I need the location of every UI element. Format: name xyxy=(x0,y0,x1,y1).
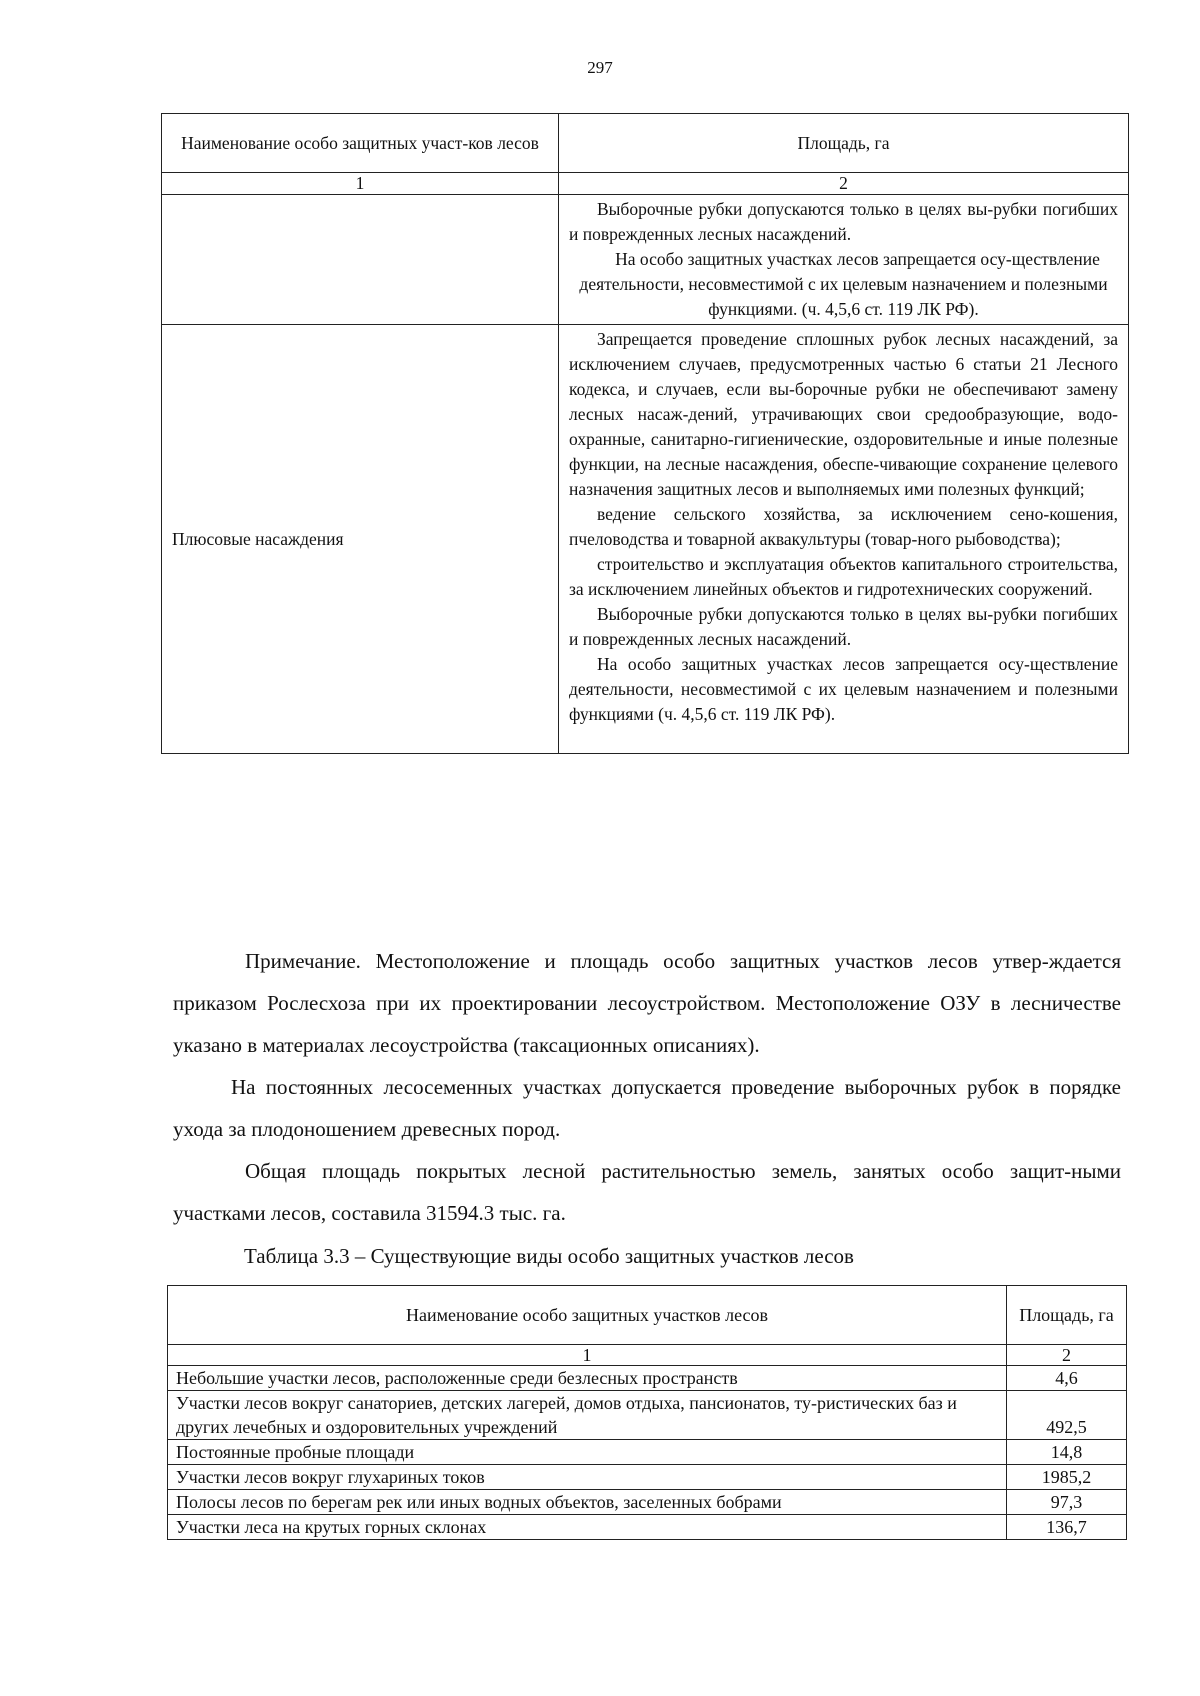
table-header-row xyxy=(162,114,1129,173)
row-area: 136,7 xyxy=(1007,1515,1127,1540)
table-header-row xyxy=(168,1286,1127,1345)
row-paragraph: ведение сельского хозяйства, за исключением сено-кошения, пчеловодства и товарной аквакультуры (товар-ного рыбоводства); xyxy=(569,504,1118,549)
column-number-row xyxy=(168,1345,1127,1366)
row-paragraph: Выборочные рубки допускаются только в целях вы-рубки погибших и поврежденных лесных насаждений. xyxy=(569,604,1118,649)
row-area: 97,3 xyxy=(1007,1490,1127,1515)
table-row xyxy=(168,1490,1127,1515)
row-name: Плюсовые насаждения xyxy=(162,325,559,754)
row-name: Участки лесов вокруг санаториев, детских лагерей, домов отдыха, пансионатов, ту-ристических баз и других лечебных и оздоровительных учреждений xyxy=(168,1391,1007,1440)
column-number: 2 xyxy=(559,173,1129,195)
table-row xyxy=(168,1465,1127,1490)
row-text xyxy=(559,325,1129,754)
table-row xyxy=(168,1440,1127,1465)
row-paragraph: Выборочные рубки допускаются только в целях вы-рубки погибших и поврежденных лесных насаждений. xyxy=(569,199,1118,244)
page-number: 297 xyxy=(587,58,613,77)
row-area: 4,6 xyxy=(1007,1366,1127,1391)
table-row xyxy=(168,1515,1127,1540)
row-paragraph: На особо защитных участках лесов запрещается осу-ществление деятельности, несовместимой с их целевым назначением и полезными функциями. (ч. 4,5,6 ст. 119 ЛК РФ). xyxy=(579,249,1108,319)
row-paragraph: строительство и эксплуатация объектов капитального строительства, за исключением линейных объектов и гидротехнических сооружений. xyxy=(569,554,1118,599)
column-number: 1 xyxy=(168,1345,1007,1366)
body-text xyxy=(173,940,1121,1234)
row-name: Полосы лесов по берегам рек или иных водных объектов, заселенных бобрами xyxy=(168,1490,1007,1515)
row-name: Постоянные пробные площади xyxy=(168,1440,1007,1465)
row-name: Небольшие участки лесов, расположенные среди безлесных пространств xyxy=(168,1366,1007,1391)
total-area-paragraph: Общая площадь покрытых лесной растительностью земель, занятых особо защит-ными участками лесов, составила 31594.3 тыс. га. xyxy=(173,1159,1121,1225)
row-name: Участки лесов вокруг глухариных токов xyxy=(168,1465,1007,1490)
row-name: Участки леса на крутых горных склонах xyxy=(168,1515,1007,1540)
header-name: Наименование особо защитных участ-ков лесов xyxy=(162,114,559,173)
seed-plots-paragraph: На постоянных лесосеменных участках допускается проведение выборочных рубок в порядке ухода за плодоношением древесных пород. xyxy=(173,1075,1121,1141)
table-row xyxy=(168,1391,1127,1440)
table-row xyxy=(162,195,1129,325)
row-area: 492,5 xyxy=(1007,1391,1127,1440)
header-area: Площадь, га xyxy=(1007,1286,1127,1345)
restrictions-table xyxy=(161,113,1129,754)
row-paragraph: На особо защитных участках лесов запрещается осу-ществление деятельности, несовместимой с их целевым назначением и полезными функциями (ч. 4,5,6 ст. 119 ЛК РФ). xyxy=(569,654,1118,724)
row-text xyxy=(559,195,1129,325)
note-paragraph: Примечание. Местоположение и площадь особо защитных участков лесов утвер-ждается приказом Рослесхоза при их проектировании лесоустройством. Местоположение ОЗУ в лесничестве указано в материалах лесоустройства (таксационных описаниях). xyxy=(173,949,1121,1057)
table-caption: Таблица 3.3 – Существующие виды особо защитных участков лесов xyxy=(244,1244,854,1268)
header-name: Наименование особо защитных участков лесов xyxy=(168,1286,1007,1345)
table-row xyxy=(168,1366,1127,1391)
row-area: 14,8 xyxy=(1007,1440,1127,1465)
header-area: Площадь, га xyxy=(559,114,1129,173)
column-number-row xyxy=(162,173,1129,195)
column-number: 2 xyxy=(1007,1345,1127,1366)
row-name xyxy=(162,195,559,325)
column-number: 1 xyxy=(162,173,559,195)
row-paragraph: Запрещается проведение сплошных рубок лесных насаждений, за исключением случаев, предусмотренных частью 6 статьи 21 Лесного кодекса, и случаев, если вы-борочные рубки не обеспечивают замену лесных насаж-дений, утрачивающих свои средообразующие, водо-охранные, санитарно-гигиенические, оздоровительные и иные полезные функции, на лесные насаждения, обеспе-чивающие сохранение целевого назначения защитных лесов и выполняемых ими полезных функций; xyxy=(569,329,1118,499)
row-area: 1985,2 xyxy=(1007,1465,1127,1490)
table-row xyxy=(162,325,1129,754)
protected-areas-table xyxy=(167,1285,1127,1540)
